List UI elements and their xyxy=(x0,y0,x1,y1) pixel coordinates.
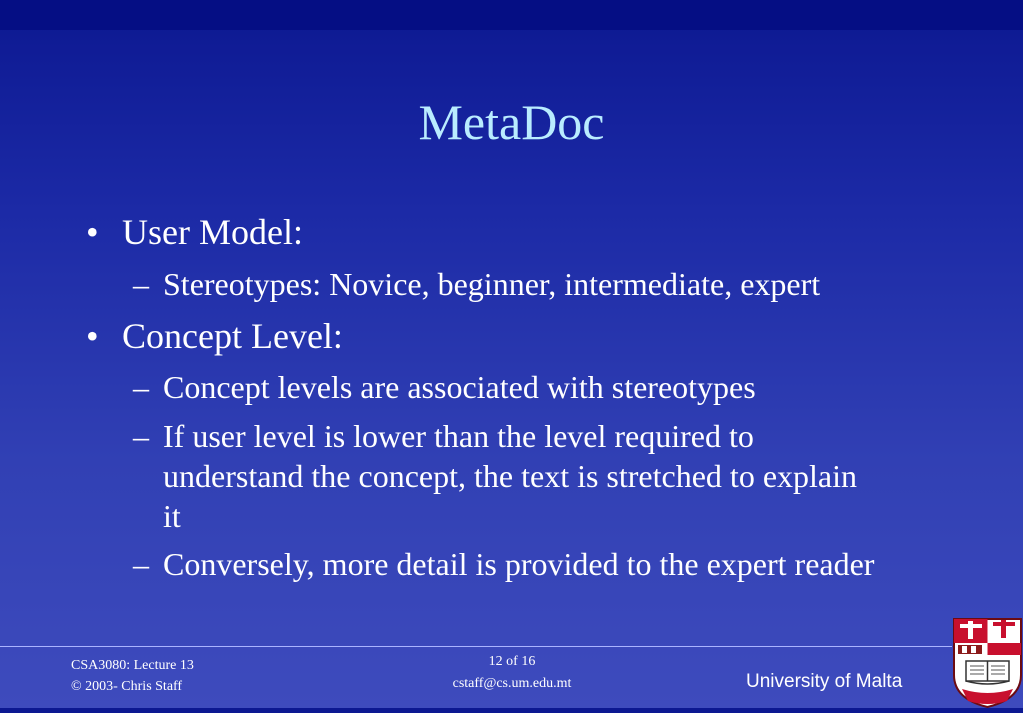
subitem-text: Conversely, more detail is provided to the expert reader xyxy=(163,546,875,582)
footer-center xyxy=(412,651,612,695)
bullet-marker: • xyxy=(86,316,99,356)
subitem-text: Stereotypes: Novice, beginner, intermediate, expert xyxy=(163,266,821,302)
footer-email: cstaff@cs.um.edu.mt xyxy=(452,676,572,691)
top-band xyxy=(0,0,1023,30)
subitem-marker: – xyxy=(133,546,149,582)
footer-course: CSA3080: Lecture 13 xyxy=(71,658,194,673)
bullet-text: Concept Level: xyxy=(122,316,343,356)
footer-copyright: © 2003- Chris Staff xyxy=(71,679,183,694)
subitem-marker: – xyxy=(133,266,149,302)
footer-university: University of Malta xyxy=(746,671,903,692)
bullet-text: User Model: xyxy=(122,212,303,252)
subitem-text: Concept levels are associated with stereotypes xyxy=(163,369,756,405)
subitem-marker: – xyxy=(133,369,149,405)
university-crest-icon xyxy=(952,617,1023,708)
subitem-text: If user level is lower than the level required to understand the concept, the text is stretched to explain it xyxy=(163,418,857,534)
footer-left xyxy=(71,655,194,697)
slide-title: MetaDoc xyxy=(418,94,605,150)
subitem-marker: – xyxy=(133,418,149,454)
footer-divider xyxy=(0,646,952,647)
bullet-marker: • xyxy=(86,212,99,252)
footer-page-number: 12 of 16 xyxy=(488,654,536,669)
